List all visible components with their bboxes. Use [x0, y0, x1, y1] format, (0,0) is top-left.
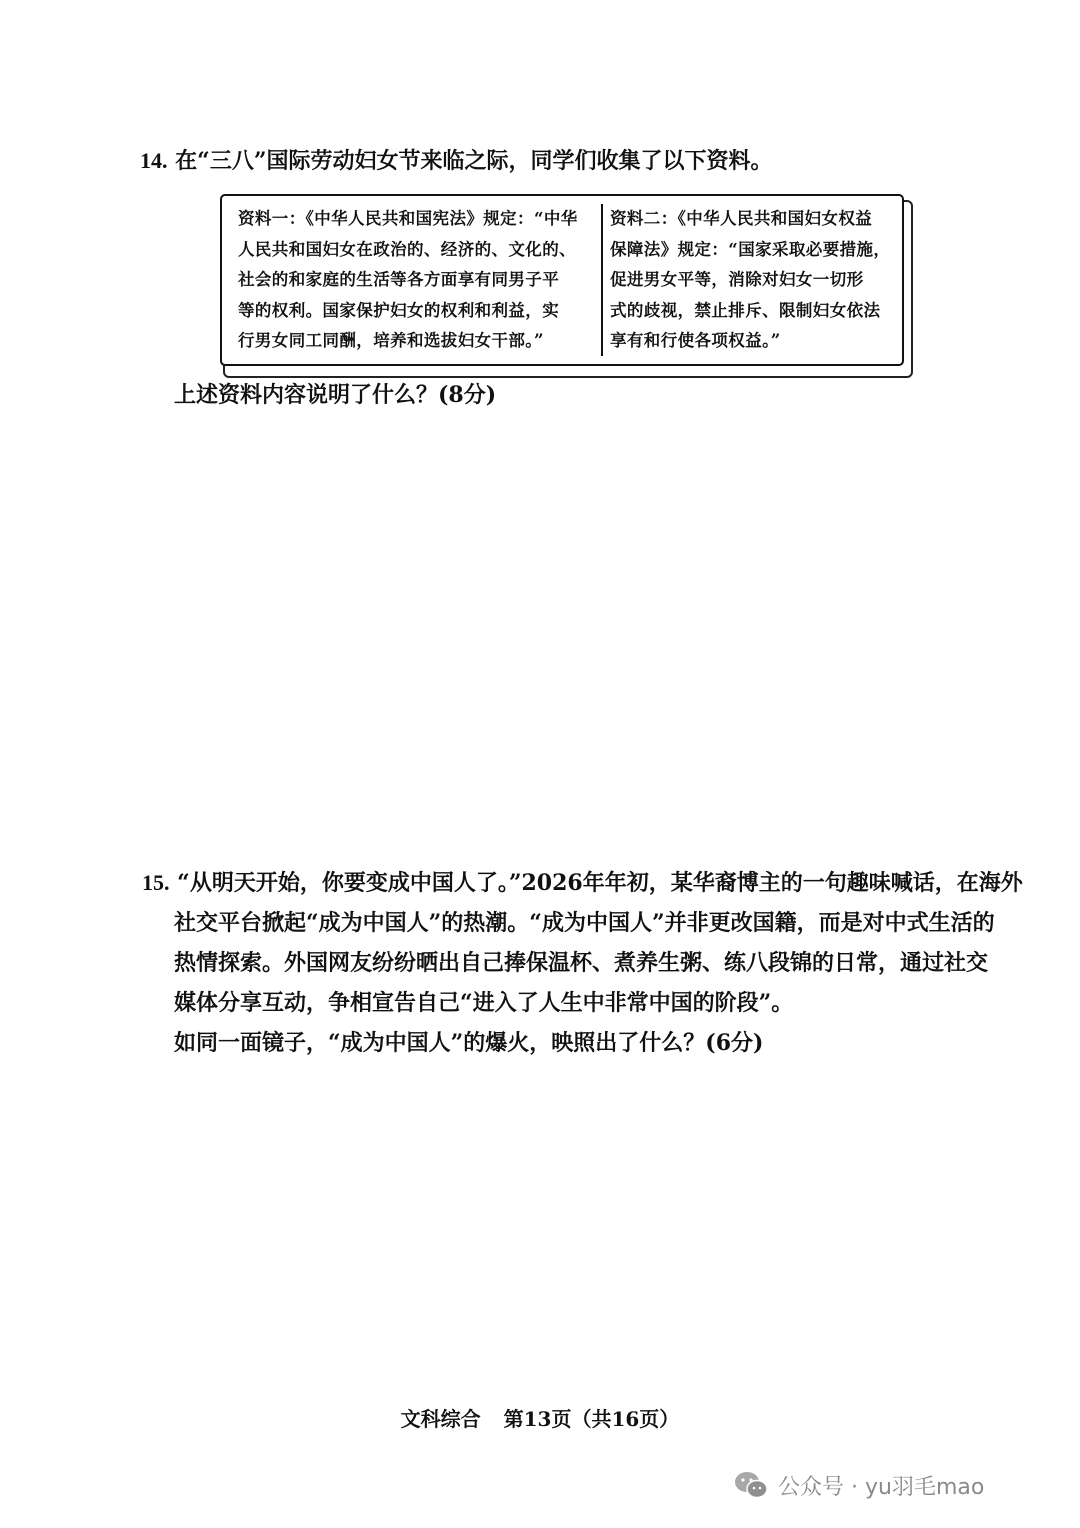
material-1-line: 人民共和国妇女在政治的、经济的、文化的、 — [238, 239, 576, 259]
page-footer — [0, 1403, 1080, 1432]
q14-number: 14. — [140, 148, 168, 173]
q15-line-1 — [142, 868, 1023, 898]
material-2-line: 式的歧视，禁止排斥、限制妇女依法 — [610, 300, 881, 320]
q15-number: 15. — [142, 870, 170, 895]
footer-subject: 文科综合 — [400, 1407, 481, 1431]
material-2-line: 资料二：《中华人民共和国妇女权益 — [610, 209, 873, 228]
material-1-line: 行男女同工同酬，培养和选拔妇女干部。” — [238, 331, 544, 350]
q14-stem — [140, 146, 772, 176]
material-2-line: 享有和行使各项权益。” — [610, 331, 781, 350]
q14-stem-text: 在“三八”国际劳动妇女节来临之际，同学们收集了以下资料。 — [175, 148, 773, 174]
material-1-line: 等的权利。国家保护妇女的权利和利益，实 — [238, 300, 560, 320]
q15-question: 如同一面镜子，“成为中国人”的爆火，映照出了什么？(6分) — [174, 1030, 764, 1056]
material-1 — [238, 204, 598, 357]
material-1-line: 社会的和家庭的生活等各方面享有同男子平 — [238, 270, 560, 289]
wechat-icon — [734, 1470, 768, 1500]
material-2-line: 保障法》规定：“国家采取必要措施， — [610, 239, 891, 259]
q14-question: 上述资料内容说明了什么？(8分) — [174, 382, 497, 408]
material-divider — [601, 204, 603, 356]
material-1-line: 资料一：《中华人民共和国宪法》规定：“中华 — [238, 209, 578, 228]
q15-line-4: 媒体分享互动，争相宣告自己“进入了人生中非常中国的阶段”。 — [174, 990, 794, 1016]
material-2 — [610, 204, 892, 357]
q15-text: “从明天开始，你要变成中国人了。”2026年年初，某华裔博主的一句趣味喊话，在海外 — [177, 870, 1023, 896]
material-2-line: 促进男女平等，消除对妇女一切形 — [610, 270, 864, 289]
watermark — [734, 1465, 984, 1505]
footer-page: 第13页（共16页） — [503, 1407, 680, 1431]
watermark-text: 公众号 · yu羽毛mao — [778, 1474, 985, 1500]
q15-line-2: 社交平台掀起“成为中国人”的热潮。“成为中国人”并非更改国籍，而是对中式生活的 — [174, 910, 995, 936]
material-card — [220, 194, 904, 366]
q15-line-3: 热情探索。外国网友纷纷晒出自己捧保温杯、煮养生粥、练八段锦的日常，通过社交 — [174, 950, 989, 976]
